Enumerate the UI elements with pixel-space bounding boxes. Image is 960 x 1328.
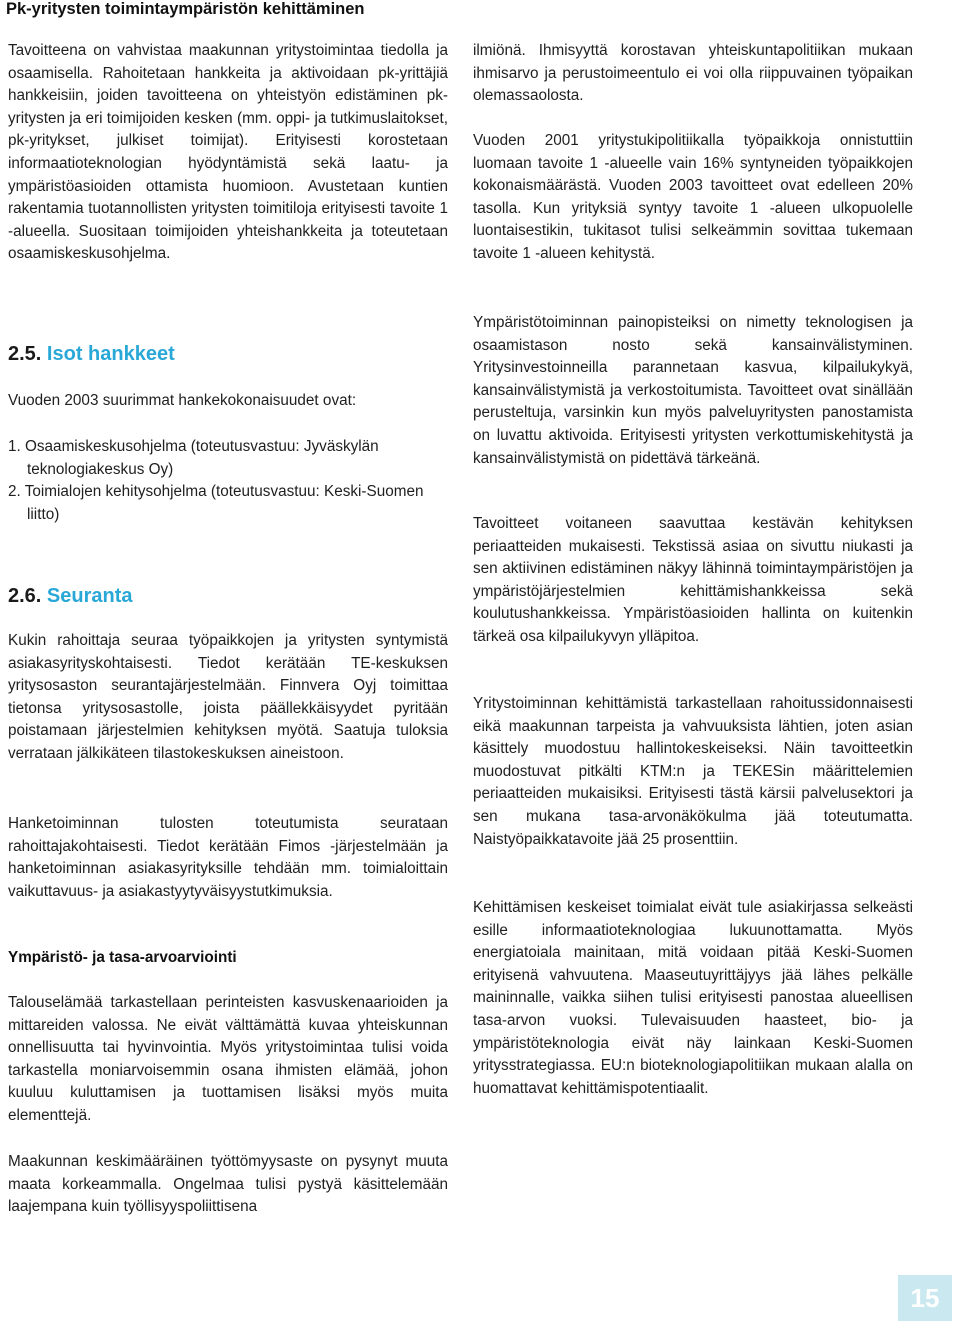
paragraph-block [473,312,913,470]
list-item: 2. Toimialojen kehitysohjelma (toteutusvastuu: Keski-Suomen liitto) [8,483,424,523]
paragraph-block [473,40,913,108]
paragraph: ilmiönä. Ihmisyyttä korostavan yhteiskuntapolitiikan mukaan ihmisarvo ja perustoimeentulo ei voi olla riippuvainen työpaikan olemassaolosta. [473,42,913,105]
paragraph: Talouselämää tarkastellaan perinteisten kasvuskenaarioiden ja mittareiden valossa. Ne eivät välttämättä kuvaa yhteiskunnan onnellisuutta tai hyvinvointia. Myös yritystoimintaa tulisi voida tarkastella moniarvoisemmin osana ihmisten elämää, johon kuuluu kuluttamisen ja tuottamisen lisäksi myös muita elementtejä. [8,994,448,1124]
intro-paragraph [8,40,448,266]
paragraph: Vuoden 2001 yritystukipolitiikalla työpaikkoja onnistuttiin luomaan tavoite 1 -alueelle vain 16% syntyneiden työpaikkojen kokonaismäärästä. Vuoden 2003 tavoitteet ovat edelleen 20% tasolla. Kun yrityksiä syntyy tavoite 1 -alueen ulkopuolelle luontaisestikin, tukitasot tulisi selkeämmin sovittaa tukemaan tavoite 1 -alueen kehitystä. [473,132,913,262]
paragraph-block [473,897,913,1100]
paragraph: Ympäristötoiminnan painopisteiksi on nimetty teknologisen ja osaamistason nosto sekä kansainvälistyminen. Yritysinvestoinneilla parannetaan kasvua, kilpailukykyä, kansainvälistymistä ja verkostoitumista. Tavoitteet ovat sinällään perusteltuja, varsinkin kun myös palveluyritysten panostamista on luvattu aktivoida. Erityisesti yritysten verkottumiskehitystä ja kansainvälistymistä on pidettävä tärkeänä. [473,314,913,467]
paragraph: Kukin rahoittaja seuraa työpaikkojen ja yritysten syntymistä asiakasyrityskohtaisesti. Tiedot kerätään TE-keskuksen yritysosaston seurantajärjestelmään. Finnvera Oyj toimittaa tietonsa yritysosastolle, joista päällekkäisyydet pyritään poistamaan järjestelmien kehityksen myötä. Saatuja tuloksia verrataan jälkikäteen tilastokeskuksen aineistoon. [8,632,448,762]
paragraph: Vuoden 2003 suurimmat hankekokonaisuudet ovat: [8,392,357,409]
paragraph-block [473,130,913,266]
paragraph: Tavoitteet voitaneen saavuttaa kestävän kehityksen periaatteiden mukaisesti. Tekstissä asiaa on sivuttu niukasti ja sen aktiivinen edistäminen näkyy lähinnä toimintaympäristöjen ja ympäristöjärjestelmien kehittämishankkeissa sekä koulutushankkeissa. Ympäristöasioiden hallinta on kuitenkin tärkeä osa kilpailukyvyn ylläpitoa. [473,515,913,645]
section-heading-seuranta [8,584,133,608]
paragraph-block [473,693,913,851]
paragraph: Maakunnan keskimääräinen työttömyysaste on pysynyt muuta maata korkeammalla. Ongelmaa tulisi pystyä käsittelemään laajempana kuin työllisyyspoliittisena [8,1153,448,1216]
section-heading-isot-hankkeet [8,342,175,366]
section-title: Isot hankkeet [46,343,175,365]
paragraph: Tavoitteena on vahvistaa maakunnan yritystoimintaa tiedolla ja osaamisella. Rahoitetaan hankkeita ja aktivoidaan pk-yrittäjiä hankkeisiin, joiden tavoitteena on yhteistyön edistäminen pk-yritysten ja eri toimijoiden kesken (mm. oppi- ja tutkimuslaitokset, pk-yritykset, julkiset toimijat). Erityisesti korostetaan informaatioteknologian hyödyntämistä sekä laatu- ja ympäristöasioiden ottamista huomioon. Avustetaan kuntien rakentamia tuotannollisten yritysten toimitiloja erityisesti tavoite 1 -alueella. Suositaan toimijoiden yhteishankkeita ja toteutetaan osaamiskeskusohjelma. [8,42,448,263]
paragraph-block [473,513,913,649]
subheading-environment: Ympäristö- ja tasa-arvoarviointi [8,949,237,966]
monitoring-paragraph [8,630,448,766]
paragraph: Kehittämisen keskeiset toimialat eivät tule asiakirjassa selkeästi esille informaatioteknologiaa lukuunottamatta. Myös energiatoiala mainitaan, mitä voidaan pitää Keski-Suomen erityisenä vahvuutena. Maaseutuyrittäjyys jää lähes pelkälle maininnalle, vaikka siihen tulisi erityisesti panostaa alueellisen tasa-arvon vuoksi. Tulevaisuuden haasteet, bio- ja ympäristöteknologia eivät näy lainkaan Keski-Suomen yritysstrategiassa. EU:n bioteknologiapolitiikan mukaan alalla on huomattavat kehittämispotentiaalit. [473,899,913,1097]
projects-list [8,436,448,526]
page-number-box [898,1275,952,1321]
page-title: Pk-yritysten toimintaympäristön kehittäminen [6,0,365,18]
economy-paragraph [8,992,448,1128]
section-title: Seuranta [46,585,133,607]
unemployment-paragraph [8,1151,448,1219]
paragraph: Yritystoiminnan kehittämistä tarkastellaan rahoitussidonnaisesti eikä maakunnan tarpeista ja vahvuuksista lähtien, joten asian käsittely muodostuu hallintokeskeiseksi. Näin tavoitteetkin muodostuvat pitkälti KTM:n ja TEKESin määrittelemien periaatteiden mukaisiksi. Erityisesti tästä kärsii palvelusektori ja sen mukana tasa-arvonäkökulma jää toteutumatta. Naistyöpaikkatavoite jää 25 prosenttiin. [473,695,913,848]
list-item: 1. Osaamiskeskusohjelma (toteutusvastuu: Jyväskylän teknologiakeskus Oy) [8,438,379,478]
page-number: 15 [910,1282,940,1313]
section-number: 2.6. [8,585,42,607]
section-number: 2.5. [8,343,42,365]
projects-intro [8,390,448,413]
paragraph: Hanketoiminnan tulosten toteutumista seurataan rahoittajakohtaisesti. Tiedot kerätään Fimos -järjestelmään ja hanketoiminnan asiakasyrityksille tehdään mm. toimialoittain vaikuttavuus- ja asiakastyytyväisyystutkimuksia. [8,815,448,900]
results-paragraph [8,813,448,903]
